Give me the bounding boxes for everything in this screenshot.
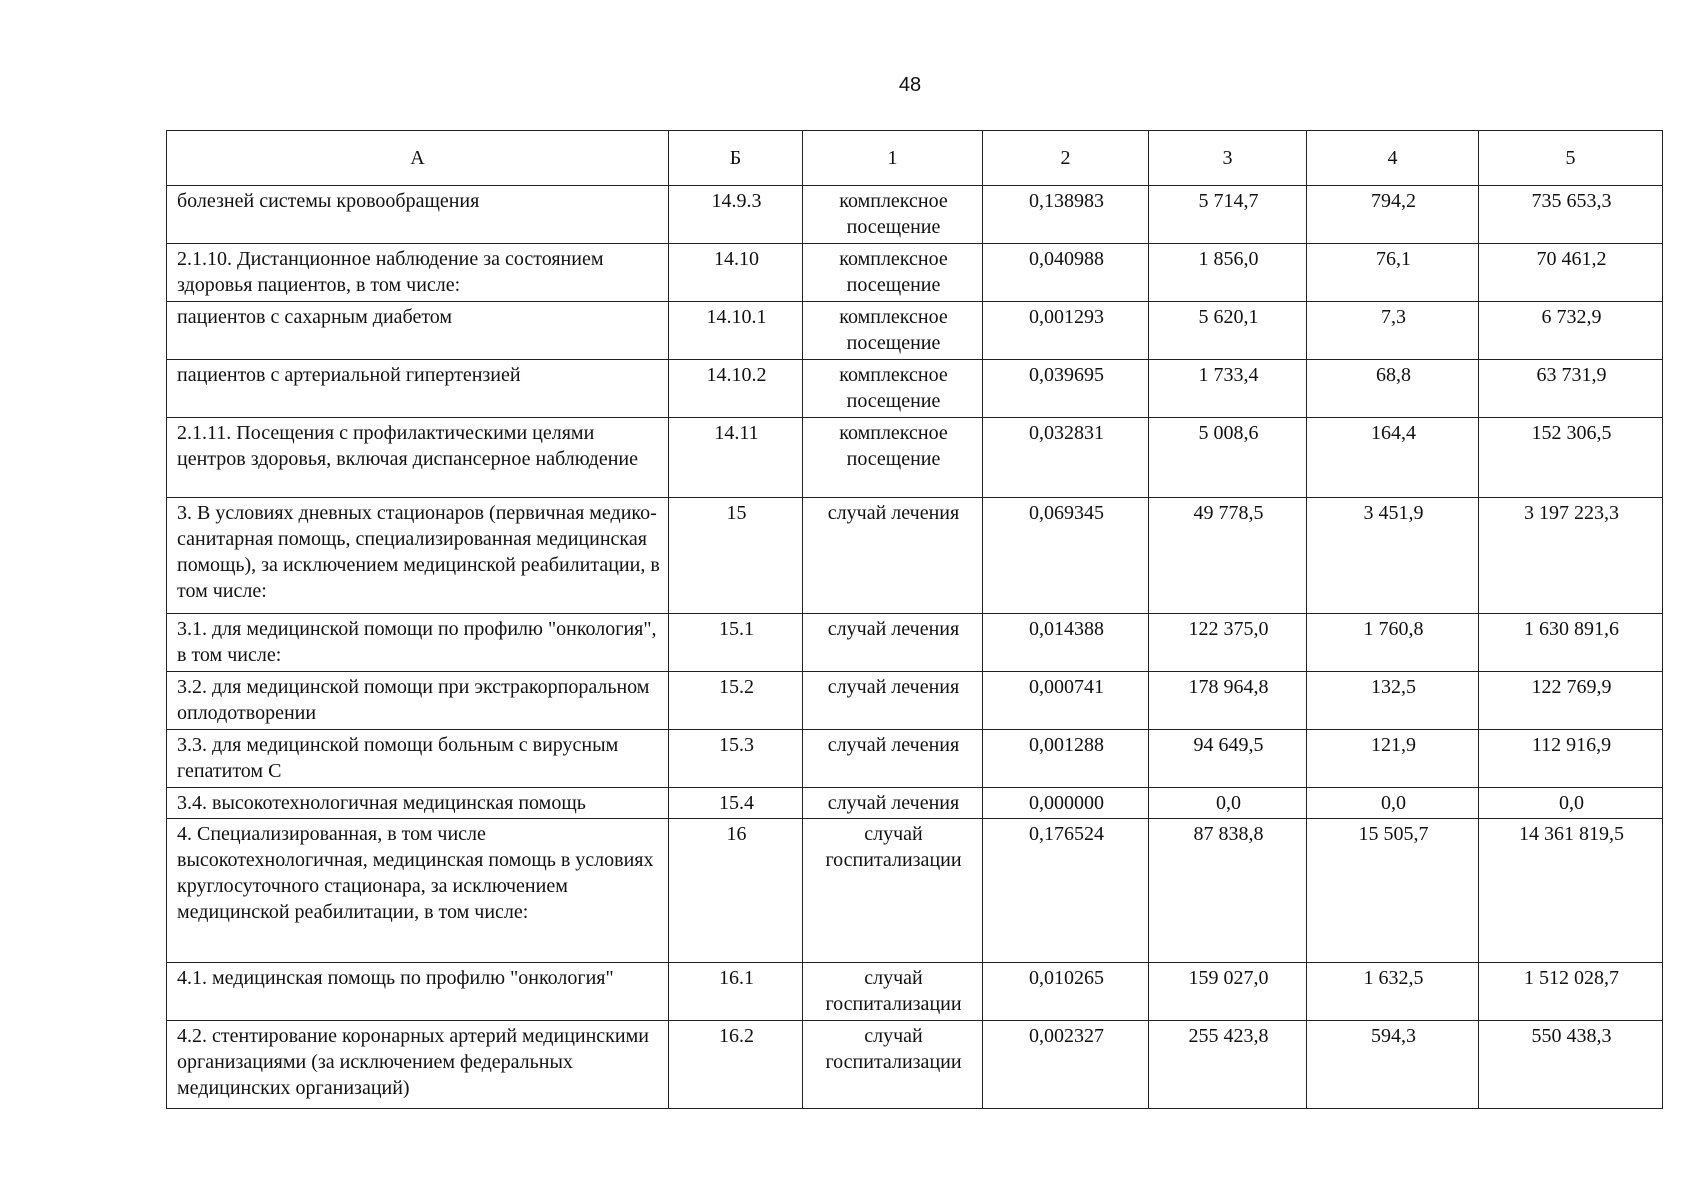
row-code-cell: 14.9.3 [669, 186, 803, 244]
row-unit-cell: комплексное посещение [803, 186, 983, 244]
row-label-cell: болезней системы кровообращения [167, 186, 669, 244]
row-col4-cell: 76,1 [1307, 244, 1479, 302]
row-unit-cell: случай госпитализации [803, 819, 983, 963]
row-unit-cell: случай лечения [803, 788, 983, 819]
row-col3-cell: 87 838,8 [1149, 819, 1307, 963]
row-col4-cell: 0,0 [1307, 788, 1479, 819]
row-col4-cell: 164,4 [1307, 418, 1479, 498]
table-row [167, 418, 1663, 498]
row-col5-cell: 550 438,3 [1479, 1021, 1663, 1109]
row-col5-cell: 112 916,9 [1479, 730, 1663, 788]
row-code-cell: 15.4 [669, 788, 803, 819]
row-col5-cell: 3 197 223,3 [1479, 498, 1663, 614]
row-col5-cell: 735 653,3 [1479, 186, 1663, 244]
row-col3-cell: 159 027,0 [1149, 963, 1307, 1021]
row-col3-cell: 178 964,8 [1149, 672, 1307, 730]
row-col2-cell: 0,010265 [983, 963, 1149, 1021]
row-col5-cell: 6 732,9 [1479, 302, 1663, 360]
row-col3-cell: 1 856,0 [1149, 244, 1307, 302]
page-number: 48 [898, 74, 922, 96]
row-label-cell: 4.1. медицинская помощь по профилю "онкология" [167, 963, 669, 1021]
row-label-cell: 2.1.11. Посещения с профилактическими целями центров здоровья, включая диспансерное наблюдение [167, 418, 669, 498]
row-code-cell: 16.2 [669, 1021, 803, 1109]
data-table [166, 130, 1663, 1109]
row-col4-cell: 1 632,5 [1307, 963, 1479, 1021]
table-row [167, 302, 1663, 360]
row-unit-cell: случай лечения [803, 614, 983, 672]
row-code-cell: 14.10 [669, 244, 803, 302]
row-label-cell: 4.2. стентирование коронарных артерий медицинскими организациями (за исключением федеральных медицинских организаций) [167, 1021, 669, 1109]
header-cell-1: 1 [803, 131, 983, 186]
row-col5-cell: 1 512 028,7 [1479, 963, 1663, 1021]
row-code-cell: 16 [669, 819, 803, 963]
row-code-cell: 16.1 [669, 963, 803, 1021]
row-col2-cell: 0,032831 [983, 418, 1149, 498]
table-row [167, 1021, 1663, 1109]
row-col5-cell: 0,0 [1479, 788, 1663, 819]
row-code-cell: 15 [669, 498, 803, 614]
row-label-cell: 4. Специализированная, в том числе высокотехнологичная, медицинская помощь в условиях круглосуточного стационара, за исключением медицинской реабилитации, в том числе: [167, 819, 669, 963]
row-unit-cell: случай госпитализации [803, 1021, 983, 1109]
header-row [167, 131, 1663, 186]
row-col3-cell: 49 778,5 [1149, 498, 1307, 614]
row-col5-cell: 63 731,9 [1479, 360, 1663, 418]
row-label-cell: пациентов с артериальной гипертензией [167, 360, 669, 418]
row-col3-cell: 5 714,7 [1149, 186, 1307, 244]
row-label-cell: 2.1.10. Дистанционное наблюдение за состоянием здоровья пациентов, в том числе: [167, 244, 669, 302]
table-row [167, 819, 1663, 963]
row-col2-cell: 0,002327 [983, 1021, 1149, 1109]
row-col3-cell: 0,0 [1149, 788, 1307, 819]
table-row [167, 788, 1663, 819]
row-col5-cell: 14 361 819,5 [1479, 819, 1663, 963]
row-unit-cell: комплексное посещение [803, 418, 983, 498]
header-cell-a: А [167, 131, 669, 186]
row-label-cell: 3.1. для медицинской помощи по профилю "онкология", в том числе: [167, 614, 669, 672]
row-unit-cell: случай госпитализации [803, 963, 983, 1021]
row-col4-cell: 132,5 [1307, 672, 1479, 730]
table-row [167, 963, 1663, 1021]
row-col4-cell: 1 760,8 [1307, 614, 1479, 672]
header-cell-4: 4 [1307, 131, 1479, 186]
row-col5-cell: 122 769,9 [1479, 672, 1663, 730]
row-code-cell: 15.3 [669, 730, 803, 788]
table-row [167, 730, 1663, 788]
row-col4-cell: 15 505,7 [1307, 819, 1479, 963]
row-col2-cell: 0,000000 [983, 788, 1149, 819]
row-unit-cell: комплексное посещение [803, 360, 983, 418]
row-col5-cell: 1 630 891,6 [1479, 614, 1663, 672]
header-cell-2: 2 [983, 131, 1149, 186]
row-col2-cell: 0,001288 [983, 730, 1149, 788]
row-col4-cell: 68,8 [1307, 360, 1479, 418]
table-row [167, 360, 1663, 418]
table-row [167, 614, 1663, 672]
row-col4-cell: 121,9 [1307, 730, 1479, 788]
table-row [167, 186, 1663, 244]
row-unit-cell: случай лечения [803, 730, 983, 788]
row-col4-cell: 794,2 [1307, 186, 1479, 244]
row-unit-cell: комплексное посещение [803, 302, 983, 360]
row-unit-cell: комплексное посещение [803, 244, 983, 302]
row-col2-cell: 0,014388 [983, 614, 1149, 672]
row-col3-cell: 5 008,6 [1149, 418, 1307, 498]
row-label-cell: пациентов с сахарным диабетом [167, 302, 669, 360]
row-code-cell: 14.10.1 [669, 302, 803, 360]
row-code-cell: 15.2 [669, 672, 803, 730]
row-col2-cell: 0,069345 [983, 498, 1149, 614]
table-row [167, 498, 1663, 614]
row-col3-cell: 94 649,5 [1149, 730, 1307, 788]
table-row [167, 244, 1663, 302]
row-col5-cell: 152 306,5 [1479, 418, 1663, 498]
row-col3-cell: 122 375,0 [1149, 614, 1307, 672]
row-unit-cell: случай лечения [803, 498, 983, 614]
header-cell-b: Б [669, 131, 803, 186]
row-code-cell: 14.10.2 [669, 360, 803, 418]
header-cell-3: 3 [1149, 131, 1307, 186]
row-col5-cell: 70 461,2 [1479, 244, 1663, 302]
row-col2-cell: 0,040988 [983, 244, 1149, 302]
row-col4-cell: 3 451,9 [1307, 498, 1479, 614]
header-cell-5: 5 [1479, 131, 1663, 186]
row-col2-cell: 0,001293 [983, 302, 1149, 360]
row-label-cell: 3. В условиях дневных стационаров (первичная медико-санитарная помощь, специализированная медицинская помощь), за исключением медицинской реабилитации, в том числе: [167, 498, 669, 614]
row-label-cell: 3.4. высокотехнологичная медицинская помощь [167, 788, 669, 819]
row-col4-cell: 594,3 [1307, 1021, 1479, 1109]
row-col3-cell: 255 423,8 [1149, 1021, 1307, 1109]
row-label-cell: 3.3. для медицинской помощи больным с вирусным гепатитом С [167, 730, 669, 788]
row-unit-cell: случай лечения [803, 672, 983, 730]
row-col3-cell: 1 733,4 [1149, 360, 1307, 418]
table-body [167, 186, 1663, 1109]
row-code-cell: 15.1 [669, 614, 803, 672]
row-col2-cell: 0,138983 [983, 186, 1149, 244]
table-row [167, 672, 1663, 730]
row-col2-cell: 0,000741 [983, 672, 1149, 730]
row-code-cell: 14.11 [669, 418, 803, 498]
row-col4-cell: 7,3 [1307, 302, 1479, 360]
row-col3-cell: 5 620,1 [1149, 302, 1307, 360]
row-col2-cell: 0,176524 [983, 819, 1149, 963]
row-col2-cell: 0,039695 [983, 360, 1149, 418]
row-label-cell: 3.2. для медицинской помощи при экстракорпоральном оплодотворении [167, 672, 669, 730]
